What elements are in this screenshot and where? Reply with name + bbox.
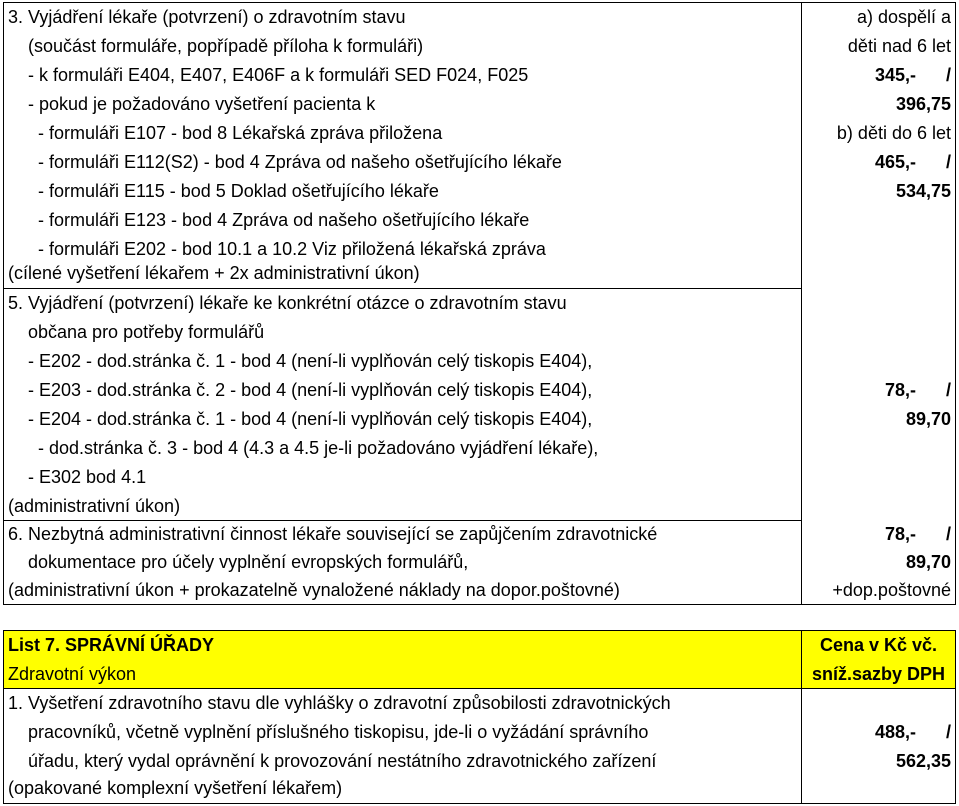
item-3-line: - formuláři E202 - bod 10.1 a 10.2 Viz přiložená lékařská zpráva <box>38 239 546 259</box>
price-category: b) děti do 6 let <box>836 123 951 143</box>
item-5-line: občana pro potřeby formulářů <box>28 322 265 342</box>
list-title: List 7. SPRÁVNÍ ÚŘADY <box>8 635 215 655</box>
item-3-line: - formuláři E112(S2) - bod 4 Zpráva od našeho ošetřujícího lékaře <box>38 152 562 172</box>
list-subtitle: Zdravotní výkon <box>8 664 137 684</box>
item-3-line: - pokud je požadováno vyšetření pacienta k <box>28 94 376 114</box>
price-header: Cena v Kč vč. <box>819 635 938 655</box>
item-5-title: 5. Vyjádření (potvrzení) lékaře ke konkrétní otázce o zdravotním stavu <box>8 293 567 313</box>
item-3-line: - formuláři E123 - bod 4 Zpráva od našeho ošetřujícího lékaře <box>38 210 530 230</box>
fee-table-list-7 <box>3 630 956 804</box>
item-3-line: - formuláři E107 - bod 8 Lékařská zpráva přiložena <box>38 123 443 143</box>
item-5-line: - E202 - dod.stránka č. 1 - bod 4 (není-li vyplňován celý tiskopis E404), <box>28 351 593 371</box>
price-category: a) dospělí a <box>856 7 951 27</box>
item-6-title: 6. Nezbytná administrativní činnost lékaře související se zapůjčením zdravotnické <box>8 524 658 544</box>
price-note: +dop.poštovné <box>832 580 951 600</box>
price-value: 345,- / <box>874 65 951 85</box>
price-value-vat: 534,75 <box>895 181 951 201</box>
price-value: 78,- / <box>884 524 951 544</box>
item-6-line: dokumentace pro účely vyplnění evropských formulářů, <box>28 552 469 572</box>
item-3-line: (součást formuláře, popřípadě příloha k formuláři) <box>28 36 424 56</box>
price-value-vat: 89,70 <box>905 409 951 429</box>
item-5-line: - E203 - dod.stránka č. 2 - bod 4 (není-li vyplňován celý tiskopis E404), <box>28 380 593 400</box>
list-item-1-line: úřadu, který vydal oprávnění k provozování nestátního zdravotnického zařízení <box>28 751 657 771</box>
price-value-vat: 562,35 <box>895 751 951 771</box>
item-6-line: (administrativní úkon + prokazatelně vynaložené náklady na dopor.poštovné) <box>8 580 620 600</box>
item-5-line: - E204 - dod.stránka č. 1 - bod 4 (není-li vyplňován celý tiskopis E404), <box>28 409 593 429</box>
item-3-line: - k formuláři E404, E407, E406F a k formuláři SED F024, F025 <box>28 65 529 85</box>
item-3-line: - formuláři E115 - bod 5 Doklad ošetřujícího lékaře <box>38 181 439 201</box>
price-value: 488,- / <box>874 722 951 742</box>
price-value-vat: 89,70 <box>905 552 951 572</box>
item-5-line: (administrativní úkon) <box>8 496 181 516</box>
item-3-line: (cílené vyšetření lékařem + 2x administrativní úkon) <box>8 263 420 283</box>
item-3-title: 3. Vyjádření lékaře (potvrzení) o zdravotním stavu <box>8 7 406 27</box>
price-value-vat: 396,75 <box>895 94 951 114</box>
item-5-line: - dod.stránka č. 3 - bod 4 (4.3 a 4.5 je-li požadováno vyjádření lékaře), <box>38 438 599 458</box>
list-item-1-line: (opakované komplexní vyšetření lékařem) <box>8 778 343 798</box>
price-value: 465,- / <box>874 152 951 172</box>
price-value: 78,- / <box>884 380 951 400</box>
list-item-1-title: 1. Vyšetření zdravotního stavu dle vyhlášky o zdravotní způsobilosti zdravotnických <box>8 693 671 713</box>
price-header: sníž.sazby DPH <box>811 664 946 684</box>
list-item-1-line: pracovníků, včetně vyplnění příslušného tiskopisu, jde-li o vyžádání správního <box>28 722 649 742</box>
item-5-line: - E302 bod 4.1 <box>28 467 147 487</box>
price-category: děti nad 6 let <box>847 36 951 56</box>
fee-table-1 <box>3 2 956 605</box>
